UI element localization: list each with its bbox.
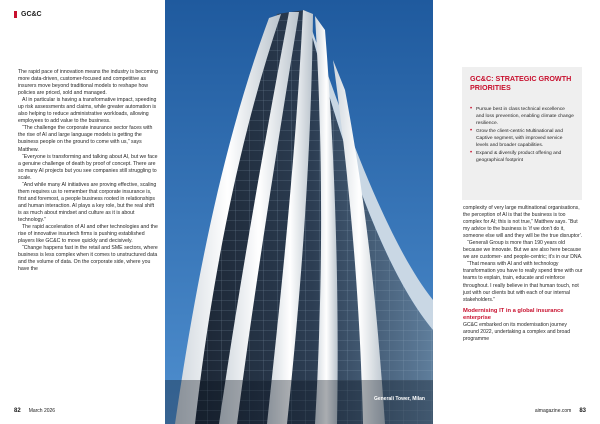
paragraph: “Everyone is transforming and talking about AI, but we face a genuine challenge of death by proof of concept. There are so many AI projects but you see companies still struggling to scale. (18, 153, 158, 181)
paragraph: “Change happens fast in the retail and SME sectors, where business is less complex when it comes to unstructured data and the volume of data. On the corporate side, where you have the (18, 245, 158, 273)
right-folio (535, 408, 586, 414)
subheading: Modernising IT in a global insurance enterprise (463, 307, 564, 321)
sidebar-title: GC&C: STRATEGIC GROWTH PRIORITIES (470, 74, 572, 92)
website: aimagazine.com (534, 408, 572, 414)
left-folio (14, 408, 55, 414)
right-column-text (463, 205, 583, 343)
paragraph: “The challenge the corporate insurance sector faces with the rise of AI and large language models is getting the business people on the ground to come with us,” says Matthew. (18, 125, 153, 153)
left-page (0, 0, 165, 424)
paragraph: “That means with AI and with technology transformation you have to really spend time with our teams to explain, train, educate and reinforce throughout. I really believe in that human touch, not just with our clients but with each of our internal stakeholders.” (463, 261, 583, 303)
left-column-text (18, 69, 158, 273)
issue-date: March 2026 (28, 408, 56, 414)
paragraph: complexity of very large multinational organisations, the perception of AI is that the business is too complex for AI; this is not true,” Matthew says. “But my advice to the business is ‘if we don’t do it, someone else will and they will be the true disruptor’. (463, 205, 583, 240)
paragraph: AI in particular is having a transformative impact, speeding up risk assessments and claims, while greater automation is also helping to reduce administrative workloads, allowing employees to add value to the business. (18, 97, 157, 125)
paragraph: GC&C embarked on its modernisation journey around 2022, undertaking a complex and broad programme (463, 321, 571, 342)
priority-list (470, 106, 574, 164)
section-label-text: GC&C (21, 11, 42, 18)
paragraph: “And while many AI initiatives are proving effective, scaling them requires us to remember that corporate insurance is, first and foremost, a people business rooted in relationships and human interaction. AI plays a key role, but the real shift is as much about mindset and culture as it is about technology.” (18, 181, 157, 223)
left-page-number: 82 (14, 408, 21, 414)
right-page-number: 83 (579, 408, 586, 414)
tower-photo (165, 0, 433, 424)
strategy-sidebar (462, 67, 582, 200)
list-item: • Expand & diversify product offering and geographical footprint (470, 150, 574, 164)
paragraph: The rapid pace of innovation means the industry is becoming more data-driven, customer-focused and competitive as insurers move beyond traditional models to reshape how policies are priced, sold and managed. (18, 69, 158, 97)
paragraph: The rapid acceleration of AI and other technologies and the rise of innovative insurtech firms is pushing established players like GC&C to move quickly and decisively. (18, 224, 158, 245)
section-label (14, 11, 42, 18)
tower-illustration (165, 0, 433, 424)
list-item: • Pursue best in class technical excellence and loss prevention, enabling climate change resilience. (470, 106, 574, 127)
photo-caption: Generali Tower, Milan (373, 396, 425, 402)
section-marker-icon (14, 11, 17, 18)
paragraph: “Generali Group is more than 190 years old because we innovate. But we are also here because we are customer- and people-centric; it’s in our DNA. (463, 240, 583, 261)
list-item: • Grow the client-centric Multinational and Captive segment, with improved service levels and broader capabilities. (470, 128, 574, 149)
